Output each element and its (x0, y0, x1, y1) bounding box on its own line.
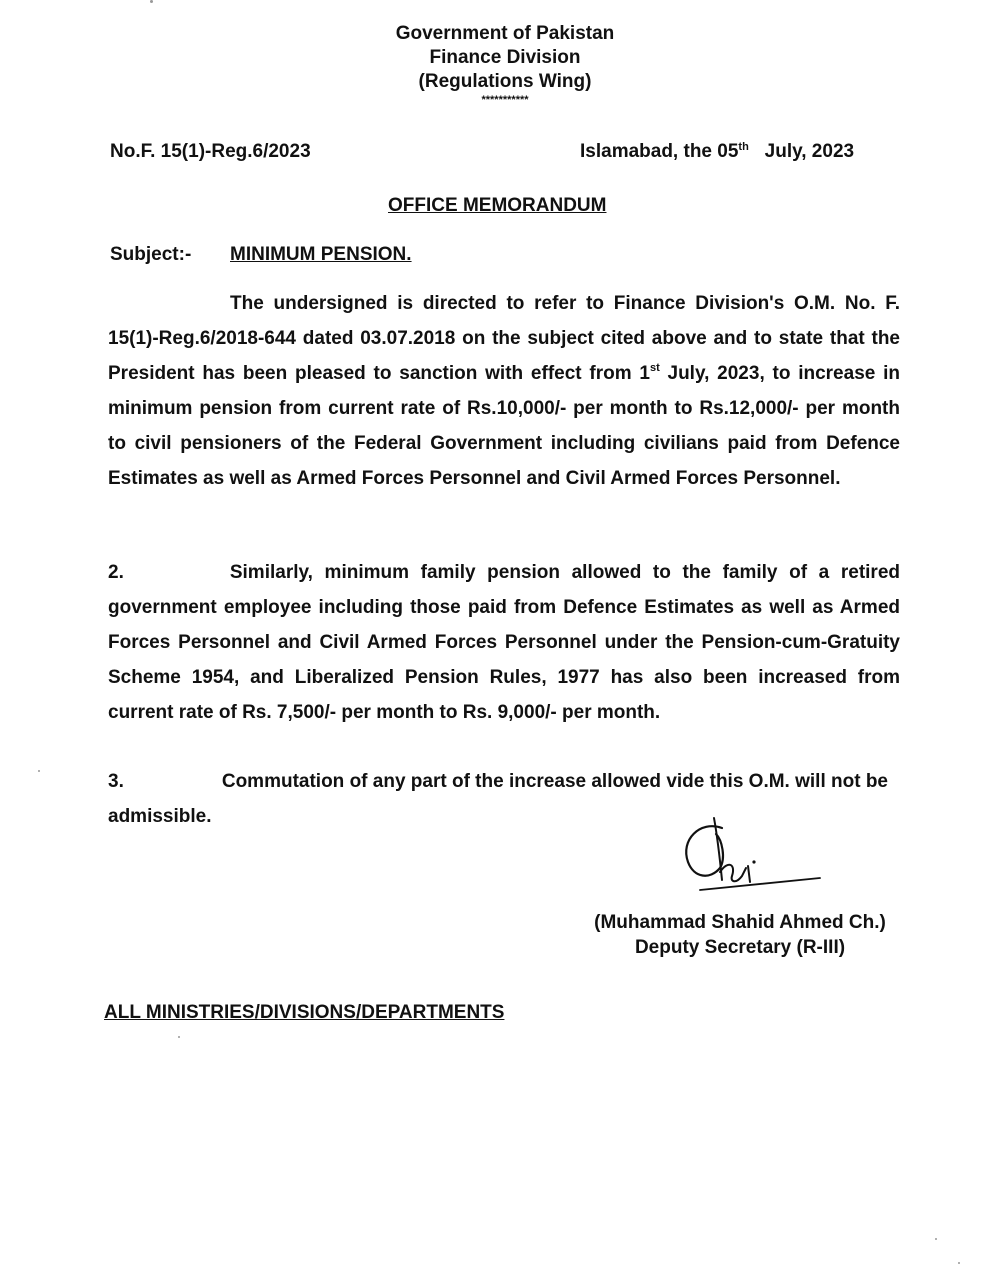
header-wing: (Regulations Wing) (418, 71, 592, 92)
paragraph-3-text: Commutation of any part of the increase allowed vide this O.M. will not be admissible. (108, 771, 889, 827)
distribution-footer: ALL MINISTRIES/DIVISIONS/DEPARTMENTS (104, 1002, 505, 1023)
signatory-block (560, 910, 920, 960)
header-division: Finance Division (429, 47, 581, 68)
date-suffix: July, 2023 (764, 141, 855, 162)
header-government: Government of Pakistan (395, 23, 615, 44)
paragraph-1-text-b: July, 2023, to increase in minimum pension from current rate of Rs.10,000/- per month to Rs.12,000/- per month to civil pensioners of the Federal Government including civilians paid from Defence Estimates as well as Armed Forces Personnel and Civil Armed Forces Personnel. (108, 363, 900, 489)
date-ordinal: th (738, 141, 749, 153)
reference-number: No.F. 15(1)-Reg.6/2023 (110, 141, 311, 162)
scan-speck (38, 770, 40, 772)
paragraph-2-text: Similarly, minimum family pension allowed to the family of a retired government employee including those paid from Defence Estimates as well as Armed Forces Personnel and Civil Armed Forces Personnel under the Pension-cum-Gratuity Scheme 1954, and Liberalized Pension Rules, 1977 has also been increased from current rate of Rs. 7,500/- per month to Rs. 9,000/- per month. (108, 562, 900, 723)
header-stars-divider: *********** (481, 94, 529, 106)
scan-speck (935, 1238, 937, 1240)
paragraph-3-number: 3. (108, 771, 124, 792)
paragraph-1-ordinal: st (649, 362, 660, 374)
subject-label: Subject:- (110, 244, 192, 265)
subject-text: MINIMUM PENSION. (230, 244, 412, 265)
paragraph-2-number: 2. (108, 562, 124, 583)
paragraph-1 (108, 286, 900, 496)
memo-title: OFFICE MEMORANDUM (388, 195, 607, 216)
scan-speck (150, 0, 153, 3)
signatory-title: Deputy Secretary (R-III) (634, 937, 846, 958)
paragraph-2 (108, 555, 900, 730)
memo-date (580, 141, 854, 163)
signatory-name: (Muhammad Shahid Ahmed Ch.) (594, 912, 886, 933)
scan-speck (958, 1262, 960, 1264)
scan-speck (178, 1036, 180, 1038)
handwritten-signature (670, 810, 830, 900)
paragraph-1-text-a: The undersigned is directed to refer to Finance Division's O.M. No. F. 15(1)-Reg.6/2018-644 dated 03.07.2018 on the subject cited above and to state that the President has been pleased to sanction with effect from 1 (108, 293, 900, 384)
date-prefix: Islamabad, the 05 (580, 141, 739, 162)
